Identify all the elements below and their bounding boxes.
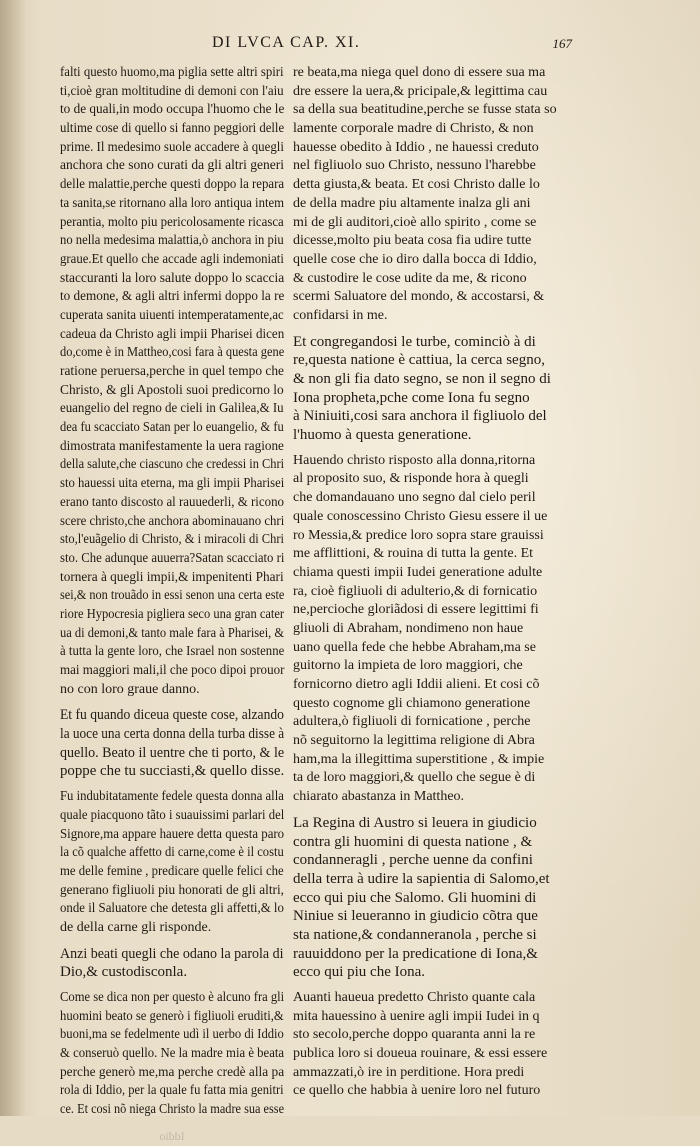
text-line: no con loro graue danno. (60, 681, 200, 697)
text-line: Iona propheta,pche come Iona fu segno (293, 389, 530, 406)
text-line: ti,cioè gran moltitudine di demoni con l'aiu (60, 83, 284, 99)
text-line: Christo, & gli Apostoli suoi predicorno lo (60, 382, 284, 398)
text-line: Niniue si leueranno in giudicio cõtra que (293, 908, 538, 925)
text-line: della terra à udire la sapientia di Salomo,et (293, 870, 550, 887)
text-line: Auanti haueua predetto Christo quante cala (293, 990, 536, 1005)
text-line: anchora che sono curati da gli altri generi (60, 158, 285, 174)
text-line: perantia, molto piu pericolosamente ricasca (60, 214, 284, 230)
text-line: delle malattie,perche questi doppo la repara (60, 177, 285, 193)
text-line: Dio,& custodisconla. (60, 964, 188, 981)
running-title: DI LVCA CAP. XI. (212, 34, 361, 51)
text-line: rola di Iddio, per la quale fu fatta mia genitri (60, 1083, 284, 1099)
text-line: ta sanita,se ritornano alla loro antiqua intem (60, 195, 285, 211)
text-line: contra gli huomini di questa natione , & (293, 833, 533, 850)
text-line: cadeua da Christo agli impii Pharisei dicen (60, 326, 285, 342)
text-line: fornicorno dietro agli Iddii alieni. Et cosi cõ (293, 677, 540, 692)
text-line: ne,percioche gloriãdosi di essere legittimi fi (293, 602, 539, 618)
paragraph (60, 788, 284, 938)
page-number: 167 (552, 36, 572, 51)
text-line: nel figliuolo suo Christo, nessuno l'harebbe (293, 158, 536, 174)
text-line: ta de loro maggiori,& quello che segue è di (293, 770, 536, 786)
paragraph (293, 814, 577, 982)
text-line: generano figliuoli piu honorati de gli altri, (60, 882, 284, 898)
text-line: guitorno la impieta de loro maggiori, che (293, 658, 523, 674)
paragraph (293, 989, 577, 1101)
text-line: me afflittioni, & rouina di tutta la gente. Et (293, 546, 534, 562)
text-line: ultime cose di quello si fanno peggiori delle (60, 121, 285, 137)
text-line: la uoce una certa donna della turba disse à (60, 726, 285, 743)
text-line: mita hauessino à uenire agli impii Iudei in q (293, 1008, 540, 1024)
running-header (212, 34, 572, 56)
text-line: quale piacquono tãto i suauissimi parlari del (60, 807, 285, 823)
text-line: perche generò me,ma perche credè alla pa (60, 1064, 285, 1080)
text-line: ecco qui piu che Iona. (293, 964, 426, 981)
text-line: me delle femine , predicare quelle felici che (60, 863, 284, 879)
text-line: ecco qui piu che Salomo. Gli huomini di (293, 889, 537, 906)
text-line: graue.Et quello che accade agli indemoniati (60, 251, 284, 267)
text-line: quale conoscessino Christo Giesu essere il ue (293, 508, 548, 524)
text-line: hauesse obedito à Iddio , ne hauessi creduto (293, 139, 539, 155)
text-line: sto hauessi uita eterna, ma gli impii Pharisei (60, 476, 285, 492)
text-line: Fu indubitatamente fedele questa donna alla (60, 789, 284, 805)
text-line: à tutta la gente loro, che Israel non sostenne (60, 644, 285, 660)
text-line: buoni,ma se fedelmente udì il uerbo di Iddio (60, 1027, 284, 1043)
text-line: re beata,ma niega quel dono di essere sua ma (293, 65, 546, 80)
paragraph (293, 333, 577, 445)
paragraph (60, 706, 284, 781)
text-line: onde il Saluatore che detesta gli affetti,& lo (60, 901, 284, 917)
text-line: condanneragli , perche uenne da confini (293, 852, 533, 869)
text-line: Anzi beati quegli che odano la parola di (60, 945, 284, 962)
text-line: che domandauano uno segno dal cielo peril (293, 490, 536, 506)
text-line: dea fu scacciato Satan per lo euangelio, & fu (60, 420, 284, 436)
text-line: Et congregandosi le turbe, cominciò à di (293, 333, 536, 350)
text-line: huomini beato se generò i figliuoli eruditi,& (60, 1008, 284, 1024)
text-line: ua di demoni,& tanto male fara à Pharisei, & (60, 625, 285, 641)
text-line: poppe che tu succiasti,& quello disse. (60, 763, 285, 780)
text-line: Et fu quando diceua queste cose, alzando (60, 707, 284, 724)
text-line: falti questo huomo,ma piglia sette altri spiri (60, 65, 284, 80)
text-line: ra, cioè figliuoli di adulterio,& di fornicatio (293, 583, 538, 599)
text-line: Hauendo christo risposto alla donna,ritorna (293, 452, 536, 468)
text-line: & custodire le cose udite da me, & ricono (293, 270, 527, 286)
text-line: de della carne gli risponde. (60, 919, 212, 935)
text-line: chiarato abastanza in Mattheo. (293, 789, 465, 805)
bleed-through-text: Iddio (159, 1128, 185, 1143)
text-line: questo cognome gli chiamono generatione (293, 695, 531, 711)
text-line: gliuoli di Abraham, nondimeno non haue (293, 620, 524, 636)
text-line: sto. Che adunque auuerra?Satan scacciato ri (60, 550, 285, 566)
text-line: riore Hypocresia pigliera seco una gran cater (60, 606, 285, 622)
text-line: ham,ma la illegittima superstitione , & impie (293, 751, 545, 767)
paragraph (60, 989, 284, 1120)
text-line: ce. Et cosi nõ niega Christo la madre sua esse (60, 1102, 285, 1118)
text-line: re,questa natione è cattiua, la cerca segno, (293, 352, 545, 369)
text-line: staccuranti la loro salute doppo lo scaccia (60, 270, 285, 286)
text-line: mi de gli auditori,cioè allo spirito , come se (293, 214, 537, 230)
text-line: do,come è in Mattheo,cosi fara à questa gene (60, 345, 285, 361)
text-line: de della madre piu altamente inalza gli ani (293, 195, 531, 211)
text-line: to de quali,in modo occupa l'huomo che le (60, 102, 285, 118)
text-line: chiama questi impii Iudei generatione adulte (293, 564, 543, 580)
text-line: mai maggiori mali,il che poco dipoi prouor (60, 663, 285, 678)
text-line: ce quello che habbia à uenire loro nel futuro (293, 1083, 541, 1099)
text-line: no nella medesima malattia,ò anchora in piu (60, 233, 284, 249)
text-line: to demone, & agli altri infermi doppo la re (60, 289, 285, 305)
text-line: sta natione,& condanneranola , perche si (293, 926, 537, 943)
text-line: detta giusta,& beata. Et cosi Christo dalle lo (293, 177, 540, 193)
paragraph (293, 64, 577, 326)
text-line: quelle cose che io diro dalla bocca di Iddio, (293, 251, 537, 267)
text-line: La Regina di Austro si leuera in giudicio (293, 814, 537, 831)
paragraph (60, 945, 284, 982)
paragraph (60, 64, 284, 699)
text-line: erano tanto discosto al rauuederli, & ricono (60, 494, 284, 510)
text-line: publica loro si doueua rouinare, & essi essere (293, 1046, 548, 1062)
text-line: prime. Il medesimo suole accadere à quegli (60, 139, 284, 155)
text-line: cuperata sanita uiuenti intemperatamente,ac (60, 307, 284, 323)
text-line: ratione peruersa,perche in quel tempo che (60, 364, 285, 379)
left-column (60, 64, 284, 1146)
text-line: dimostrata manifestamente la uera ragione (60, 438, 284, 454)
text-line: confidarsi in me. (293, 307, 388, 323)
text-line: à Niniuiti,cosi sara anchora il figliuolo del (293, 408, 547, 425)
text-line: Come se dica non per questo è alcuno fra gli (60, 990, 285, 1005)
right-column (293, 64, 577, 1108)
text-line: la cõ qualche affetto di carne,come è il costu (60, 845, 284, 861)
text-line: lamente corporale madre di Christo, & non (293, 121, 534, 137)
text-line: rauuiddono per la predicatione di Iona,& (293, 945, 538, 962)
paragraph (293, 452, 577, 807)
text-line: della salute,che ciascuno che credessi in Chri (60, 457, 285, 473)
text-line: dre essere la uera,& pricipale,& legittima cau (293, 83, 548, 99)
text-line: nõ seguitorno la legittima religione di Abra (293, 733, 535, 749)
text-line: ro Messia,& predice loro sopra stare grauissi (293, 527, 544, 543)
text-line: tornera à quegli impii,& impenitenti Phari (60, 569, 284, 585)
text-line: scermi Saluatore del mondo, & accostarsi, & (293, 289, 545, 305)
text-line: sa della sua beatitudine,perche se fusse stata so (293, 102, 557, 118)
text-line: dicesse,molto piu beata cosa fia udire tutte (293, 233, 532, 249)
text-line: l'huomo à questa generatione. (293, 427, 472, 444)
text-line: sto,l'euãgelio di Christo, & i miracoli di Chri (60, 532, 284, 548)
text-line: sei,& non trouãdo in essi senon una certa este (60, 588, 285, 604)
text-line: scere christo,che anchora abominauano chri (60, 513, 285, 529)
text-line: al proposito suo, & risponde hora à quegli (293, 471, 529, 487)
text-line: ammazzati,ò ire in perditione. Hora predi (293, 1064, 525, 1080)
text-line: & non gli fia dato segno, se non il segno di (293, 371, 551, 387)
text-line: & conseruò quello. Ne la madre mia è beata (60, 1046, 285, 1062)
text-line: adultera,ò figliuoli di fornicatione , perche (293, 714, 531, 730)
text-line: quello. Beato il uentre che ti porto, & le (60, 744, 285, 761)
text-line: uano quella fede che hebbe Abraham,ma se (293, 639, 536, 655)
text-line: euangelio del regno de cieli in Galilea,& Iu (60, 401, 284, 417)
text-line: Signore,ma appare hauere detta questa paro (60, 826, 285, 842)
gutter-shadow (0, 0, 26, 1116)
text-line: sto secolo,perche doppo quaranta anni la re (293, 1027, 536, 1043)
